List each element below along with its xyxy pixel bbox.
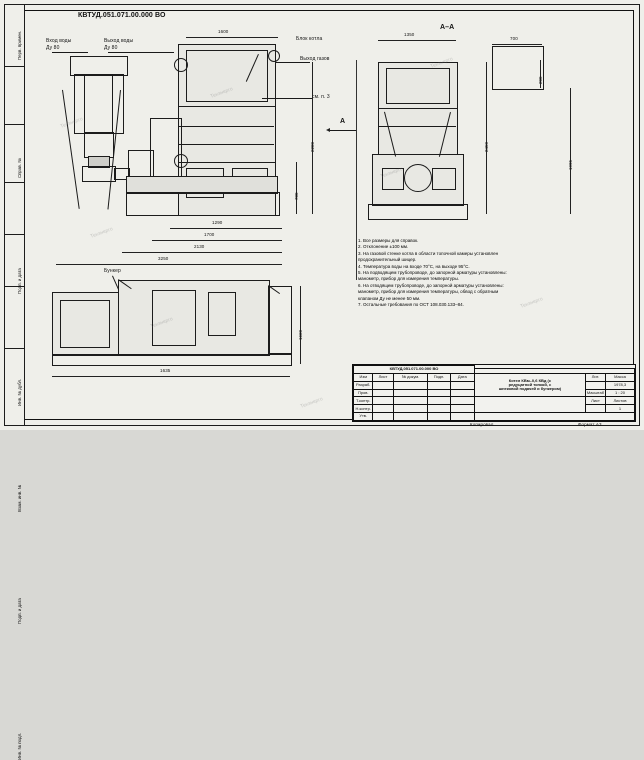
- dim-700-line: [492, 44, 542, 45]
- section-cut-line: [356, 60, 357, 280]
- stamp-sign-utv: [428, 413, 450, 421]
- left-cell-0: Перв. примен.: [4, 4, 24, 67]
- note-3b: продохранительный шицер.: [358, 257, 417, 263]
- stamp-sign-prov: [428, 389, 450, 397]
- stamp-col-podp: Подп.: [428, 373, 450, 381]
- left-hopper-line-1: [84, 74, 85, 132]
- bunker-base: [52, 354, 292, 366]
- leader-water-out: [108, 52, 174, 53]
- bunker-panel-1: [149, 290, 196, 346]
- section-arrow-head: [326, 128, 330, 132]
- stamp-product-name: [475, 373, 586, 397]
- note-4: 4. Температура воды на входе 70°С, на выходе 95°С.: [358, 263, 470, 269]
- stamp-sheets-label: Листов: [606, 397, 635, 405]
- flange-gas-out: [268, 50, 280, 62]
- stamp-doc-prov: [393, 389, 428, 397]
- dim-2130: 2130: [194, 244, 205, 249]
- section-arrow-line: [330, 130, 356, 131]
- stamp-doc-tkontr: [393, 397, 428, 405]
- section-title-aa: А–А: [440, 24, 455, 31]
- dim-780-line: [296, 162, 297, 214]
- boiler-mid-div-2: [178, 144, 274, 145]
- stamp-name-utv: [373, 413, 393, 421]
- dim-1600: 1600: [218, 29, 229, 34]
- watermark-1: Техэнерго: [59, 116, 84, 130]
- aa-base-frame: [368, 204, 468, 220]
- dim-1635-line: [52, 376, 290, 377]
- title-block: [352, 364, 636, 422]
- stamp-sheet-label: Лист: [585, 397, 605, 405]
- stamp-scale-value: 1 : 20: [606, 389, 635, 397]
- dim-1660-line: [300, 286, 301, 364]
- dim-1290: 1290: [212, 220, 223, 225]
- left-cell-5: Подп. и дата: [4, 286, 24, 349]
- dim-1290-line: [170, 228, 282, 229]
- leader-water-in: [52, 52, 88, 53]
- dim-2450: 2450: [484, 141, 489, 152]
- dim-2130-line: [122, 252, 282, 253]
- base-support: [126, 192, 280, 216]
- stamp-date-prov: [450, 389, 474, 397]
- left-top-box: [70, 56, 128, 76]
- note-5: 5. На подводящем трубопроводе, до запорной арматуры установлены:: [358, 269, 507, 275]
- callout-boiler-block: Блок котла: [296, 36, 323, 42]
- boiler-mid-div-1: [178, 126, 274, 127]
- left-connector-duct: [150, 118, 182, 178]
- left-annotation-column: [4, 4, 25, 760]
- stamp-lit-value: [585, 381, 605, 389]
- callout-water-in-dn: Ду 80: [46, 45, 60, 51]
- bunker-label: Бункер: [104, 268, 121, 274]
- stamp-mass-value: 1978,3: [606, 381, 635, 389]
- boiler-mid-body: [178, 106, 276, 164]
- note-5b: манометр, прибор для измерения температуры.: [358, 276, 459, 282]
- dim-1600-line: [186, 37, 278, 38]
- watermark-8: Техэнерго: [429, 56, 454, 70]
- stamp-name-razrab: [373, 381, 393, 389]
- stamp-col-izm: Изм: [354, 373, 373, 381]
- stamp-date-tkontr: [450, 397, 474, 405]
- note-2: 2. Отклонение ±100 мм.: [358, 244, 409, 250]
- bunker-right-end: [268, 286, 292, 354]
- dim-2280: 2280: [310, 141, 315, 152]
- stamp-drawing-number: КВТУД.051.071.00.000 ВО: [354, 366, 475, 374]
- callout-water-out-label: Выход воды: [104, 38, 134, 44]
- callout-water-out-dn: Ду 80: [104, 45, 118, 51]
- note-6b: манометр, прибор для измерения температуры, обвод с обратным: [358, 289, 499, 295]
- stamp-product-line2: редуцатной топкой, с: [508, 382, 552, 388]
- stamp-sign-nkontr: [428, 405, 450, 413]
- leader-gas-out: [276, 62, 310, 63]
- stamp-bottom-right: [475, 413, 635, 421]
- aa-side-outline: [492, 46, 544, 90]
- watermark-5: Техэнерго: [519, 296, 544, 310]
- stamp-doc-nkontr: [393, 405, 428, 413]
- stamp-doc-utv: [393, 413, 428, 421]
- stamp-lit-label: Лит.: [585, 373, 605, 381]
- stamp-role-nkontr: Н.контр.: [354, 405, 373, 413]
- bunker-left-inner: [60, 300, 110, 348]
- stamp-role-tkontr: Т.контр.: [354, 397, 373, 405]
- aa-mid-div: [378, 126, 456, 127]
- note-6c: клапаном Ду не менее 50 мм.: [358, 295, 421, 301]
- stamp-sign-tkontr: [428, 397, 450, 405]
- stamp-col-doc: № докум.: [393, 373, 428, 381]
- callout-gas-out: Выход газов: [300, 56, 330, 62]
- dim-1995-line: [570, 88, 571, 214]
- dim-3250-line: [56, 264, 282, 265]
- stamp-doc-razrab: [393, 381, 428, 389]
- stamp-role-prov: Пров.: [354, 389, 373, 397]
- dim-3250: 3250: [158, 256, 169, 261]
- title-block-table: [353, 365, 635, 421]
- stamp-sign-razrab: [428, 381, 450, 389]
- flange-water-out: [174, 154, 188, 168]
- watermark-4: Техэнерго: [149, 316, 174, 330]
- callout-see-p3: см. п. 3: [312, 94, 330, 100]
- watermark-6: Техэнерго: [299, 396, 324, 410]
- stamp-col-data: Дата: [450, 373, 474, 381]
- stamp-date-utv: [450, 413, 474, 421]
- format-label: Формат А3: [578, 422, 602, 427]
- left-cell-3: Инв. № дубл.: [4, 182, 24, 235]
- aa-right-door: [432, 168, 456, 190]
- stamp-sheet-value: [585, 405, 605, 413]
- stamp-scale-label: Масштаб: [585, 389, 605, 397]
- dim-2280-line: [312, 62, 313, 214]
- stamp-product-line3: шнековой подачей и бункером): [498, 386, 562, 392]
- left-cell-4: Взам. инв. №: [4, 234, 24, 287]
- stamp-date-razrab: [450, 381, 474, 389]
- note-1: 1. Все размеры для справок.: [358, 238, 419, 243]
- note-7: 7. Остальные требования по ОСТ 108.030.133–84.: [358, 301, 464, 307]
- stamp-name-nkontr: [373, 405, 393, 413]
- note-3: 3. На газовой стенке котла в области топочной камеры установлен: [358, 250, 499, 256]
- flange-water-in: [174, 58, 188, 72]
- stamp-date-nkontr: [450, 405, 474, 413]
- dim-1660: 1660: [298, 329, 303, 340]
- watermark-2: Техэнерго: [209, 86, 234, 100]
- dim-200: 200: [538, 76, 543, 84]
- watermark-3: Техэнерго: [379, 166, 404, 180]
- stamp-empty-right: [475, 397, 586, 413]
- watermark-7: Техэнерго: [89, 226, 114, 240]
- left-hopper-line-2: [112, 74, 113, 132]
- dim-1995: 1995: [568, 159, 573, 170]
- copy-label: Копировал: [470, 422, 494, 427]
- dim-1635: 1635: [160, 368, 171, 373]
- dim-700: 700: [510, 36, 518, 41]
- left-cell-2: Подп. и дата: [4, 124, 24, 183]
- dim-1350: 1350: [404, 32, 415, 37]
- dim-1700: 1700: [204, 232, 215, 237]
- leader-see-p3: [262, 98, 312, 99]
- drawing-number-top: КВТУД.051.071.00.000 ВО: [78, 12, 166, 19]
- left-cell-1: Справ. №: [4, 66, 24, 125]
- dim-1700-line: [152, 240, 282, 241]
- bunker-panel-2: [208, 292, 236, 336]
- stamp-col-list: Лист: [373, 373, 393, 381]
- stamp-name-tkontr: [373, 397, 393, 405]
- stamp-product-line1: Котел КВм–0,6 КВд (с: [508, 377, 552, 383]
- left-cell-6: Инв. № подл.: [17, 732, 22, 760]
- screw-feed-housing: [128, 150, 154, 178]
- stamp-role-razrab: Разраб.: [354, 381, 373, 389]
- section-label-a-top: А: [340, 118, 346, 125]
- note-6: 6. На отводящем трубопроводе, до запорной арматуры установлены:: [358, 282, 504, 288]
- notes-block: [358, 238, 590, 308]
- callout-water-in-label: Вход воды: [46, 38, 72, 44]
- aa-upper-inner: [386, 68, 450, 104]
- stamp-mass-label: Масса: [606, 373, 635, 381]
- dim-1350-line: [378, 40, 456, 41]
- stamp-sheets-value: 1: [606, 405, 635, 413]
- dim-2450-line: [486, 62, 487, 214]
- aa-blower-fan: [404, 164, 432, 192]
- dim-780: 780: [294, 192, 299, 200]
- left-hopper-neck: [84, 132, 114, 158]
- stamp-name-prov: [373, 389, 393, 397]
- stamp-role-utv: Утв.: [354, 413, 373, 421]
